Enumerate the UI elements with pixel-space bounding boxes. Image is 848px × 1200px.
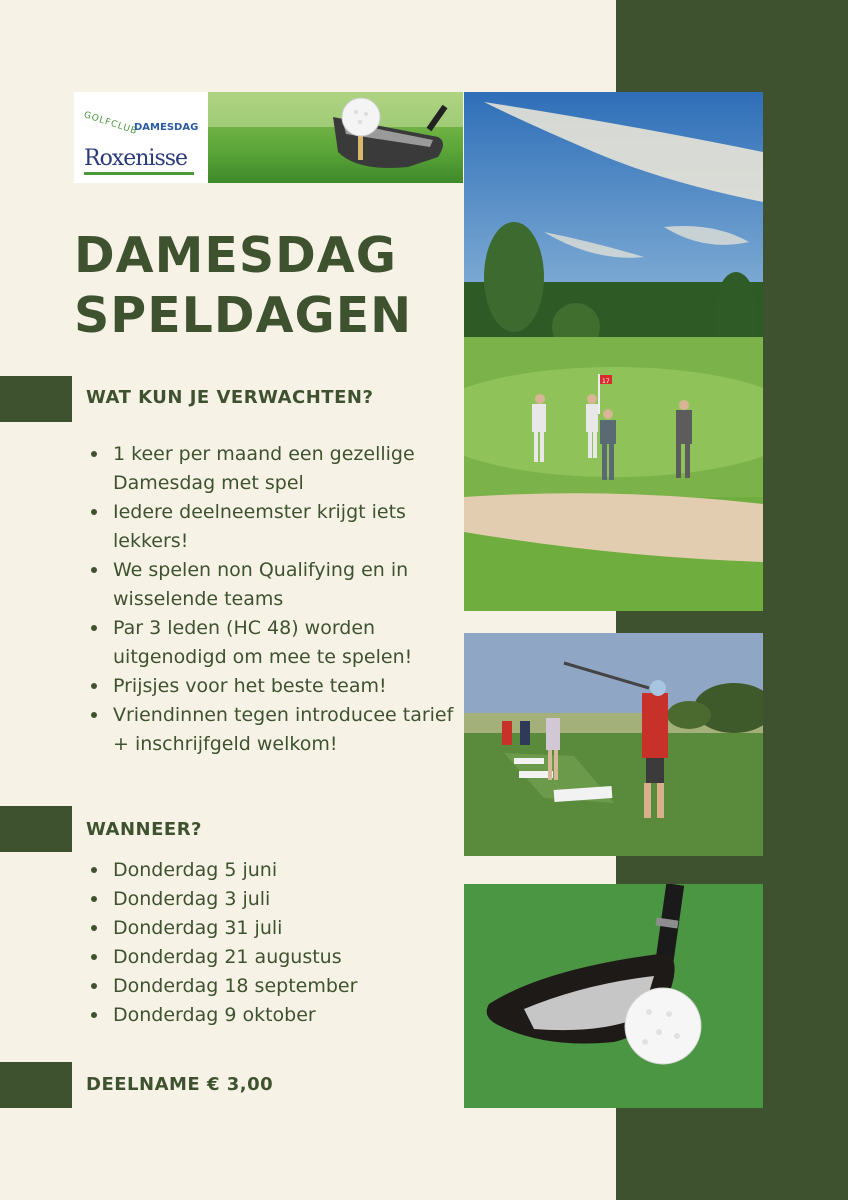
list-item: Donderdag 21 augustus [113,943,463,972]
section-heading-expect: WAT KUN JE VERWACHTEN? [86,387,374,408]
decorative-tab [0,806,72,852]
dates-list [86,856,463,1030]
logo-tag: DAMESDAG [134,122,199,133]
logo-arc-text: GOLFCLUB [82,110,139,138]
list-item: Par 3 leden (HC 48) worden uitgenodigd om mee te spelen! [113,614,463,672]
list-item: Donderdag 18 september [113,972,463,1001]
list-item: We spelen non Qualifying en in wisselende teams [113,556,463,614]
photo-club-and-ball [464,884,763,1108]
banner-photo-club-and-ball [208,92,463,183]
logo-banner [74,92,463,183]
club-logo [74,92,208,183]
price-label: DEELNAME € 3,00 [86,1074,274,1095]
decorative-tab [0,376,72,422]
expect-list [86,440,463,759]
page-title [74,226,412,346]
list-item: Donderdag 31 juli [113,914,463,943]
list-item: Donderdag 9 oktober [113,1001,463,1030]
list-item: 1 keer per maand een gezellige Damesdag met spel [113,440,463,498]
list-item: Iedere deelneemster krijgt iets lekkers! [113,498,463,556]
list-item: Donderdag 5 juni [113,856,463,885]
list-item: Prijsjes voor het beste team! [113,672,463,701]
section-heading-when: WANNEER? [86,819,202,840]
decorative-tab [0,1062,72,1108]
list-item: Donderdag 3 juli [113,885,463,914]
logo-name: Roxenisse [84,146,188,171]
list-item: Vriendinnen tegen introducee tarief + inschrijfgeld welkom! [113,701,463,759]
photo-golf-course [464,92,763,611]
photo-driving-range [464,633,763,856]
flag-number: 17 [602,378,610,385]
logo-underline [84,172,194,175]
title-line-1: DAMESDAG [74,227,397,284]
title-line-2: SPELDAGEN [74,287,413,344]
